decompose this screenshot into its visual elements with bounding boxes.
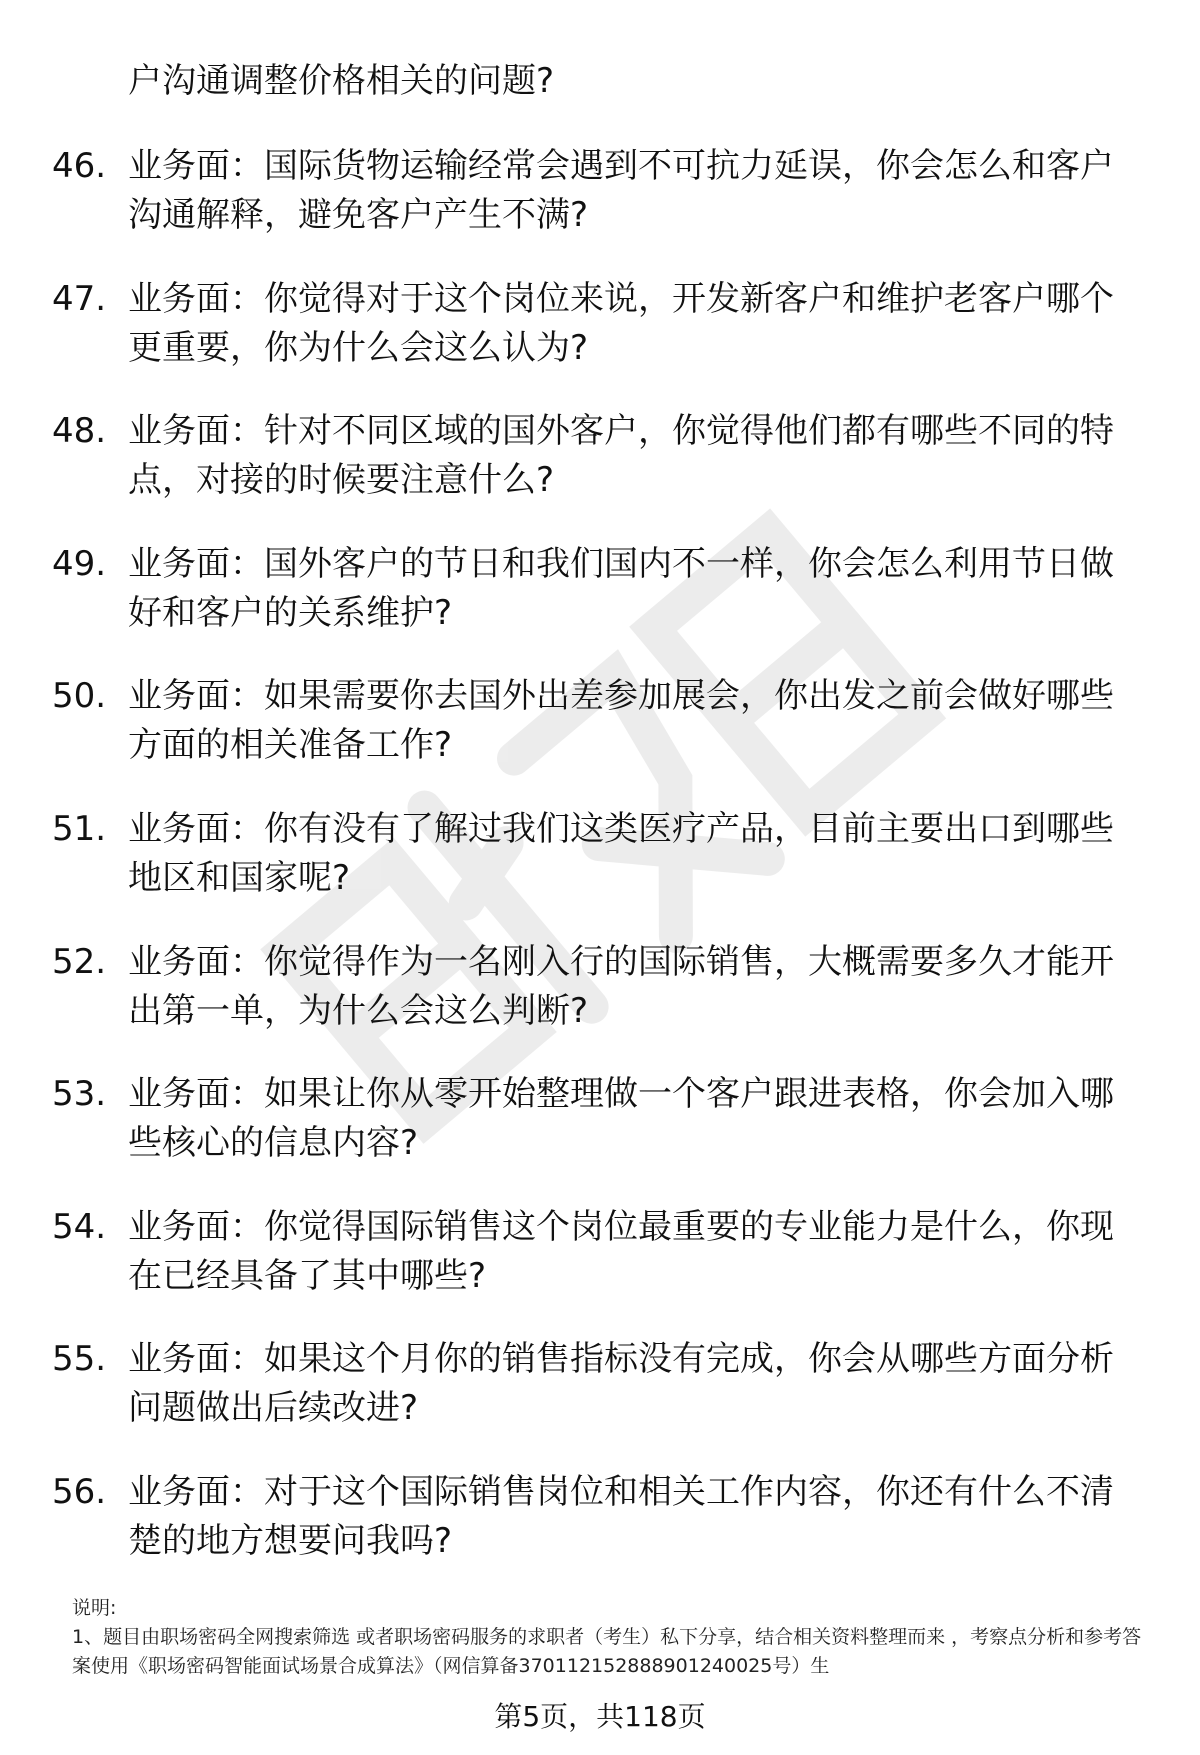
question-item <box>52 1335 1142 1468</box>
question-text: 业务面：你觉得国际销售这个岗位最重要的专业能力是什么，你现在已经具备了其中哪些? <box>128 1206 1114 1296</box>
question-item <box>52 407 1142 540</box>
question-number: 52. <box>52 941 107 982</box>
page-footer: 第5页，共118页 <box>494 1700 706 1733</box>
question-number: 49. <box>52 543 107 584</box>
question-number: 51. <box>52 808 107 849</box>
question-item <box>52 938 1142 1071</box>
notes-heading: 说明: <box>72 1597 117 1619</box>
question-text: 业务面：国外客户的节日和我们国内不一样，你会怎么利用节日做好和客户的关系维护? <box>128 543 1114 633</box>
question-number: 50. <box>52 676 107 717</box>
question-text: 业务面：如果需要你去国外出差参加展会，你出发之前会做好哪些方面的相关准备工作? <box>128 676 1114 766</box>
question-text: 业务面：你觉得对于这个岗位来说，开发新客户和维护老客户哪个更重要，你为什么会这么认为? <box>128 278 1114 368</box>
question-number: 53. <box>52 1074 107 1115</box>
question-item <box>52 540 1142 673</box>
question-list <box>52 142 1142 1601</box>
question-item <box>52 275 1142 408</box>
question-number: 48. <box>52 411 107 452</box>
question-number: 47. <box>52 278 107 319</box>
notes-line: 1、题目由职场密码全网搜索筛选 或者职场密码服务的求职者（考生）私下分享，结合相关资料整理而来 ，考察点分析和参考答案使用《职场密码智能面试场景合成算法》（网信算备370112152888901240025号）生 <box>72 1626 1142 1677</box>
continuation-text: 户沟通调整价格相关的问题? <box>128 61 555 101</box>
question-number: 46. <box>52 146 107 186</box>
question-item <box>52 1203 1142 1336</box>
question-item <box>52 142 1142 275</box>
question-item <box>52 805 1142 938</box>
question-number: 56. <box>52 1471 107 1512</box>
question-item <box>52 1468 1142 1601</box>
question-text: 业务面：国际货物运输经常会遇到不可抗力延误，你会怎么和客户沟通解释，避免客户产生不满? <box>128 146 1114 235</box>
question-text: 业务面：针对不同区域的国外客户，你觉得他们都有哪些不同的特点，对接的时候要注意什么? <box>128 411 1114 501</box>
question-text: 业务面：如果这个月你的销售指标没有完成，你会从哪些方面分析问题做出后续改进? <box>128 1339 1114 1429</box>
question-text: 业务面：如果让你从零开始整理做一个客户跟进表格，你会加入哪些核心的信息内容? <box>128 1074 1114 1164</box>
question-text: 业务面：你有没有了解过我们这类医疗产品，目前主要出口到哪些地区和国家呢? <box>128 808 1114 898</box>
question-text: 业务面：对于这个国际销售岗位和相关工作内容，你还有什么不清楚的地方想要问我吗? <box>128 1471 1114 1561</box>
question-number: 54. <box>52 1206 107 1247</box>
notes-section <box>72 1594 1152 1681</box>
question-item <box>52 1070 1142 1203</box>
question-item <box>52 672 1142 805</box>
question-text: 业务面：你觉得作为一名刚入行的国际销售，大概需要多久才能开出第一单，为什么会这么判断? <box>128 941 1114 1031</box>
question-number: 55. <box>52 1339 107 1380</box>
